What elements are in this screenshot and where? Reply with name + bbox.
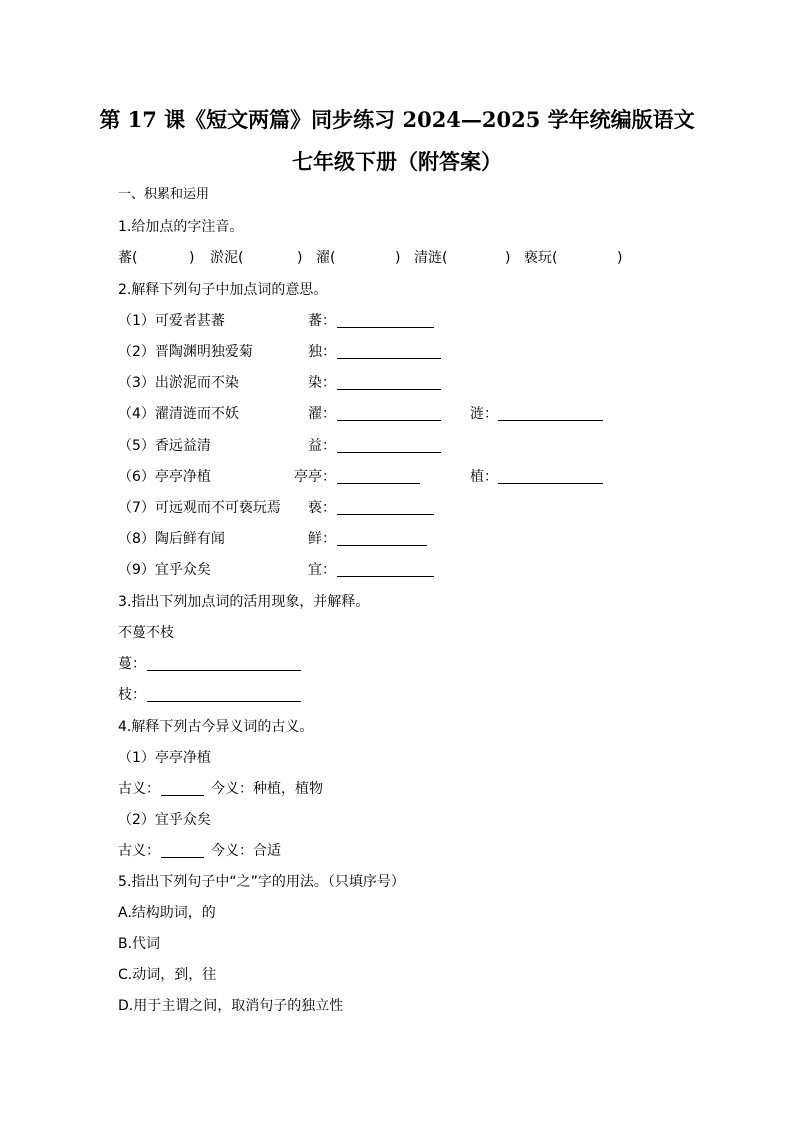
q2-word: 濯： bbox=[308, 406, 336, 422]
q2-sentence: （3）出淤泥而不染 bbox=[118, 375, 239, 391]
document-title-line1: 第 17 课《短文两篇》同步练习 2024—2025 学年统编版语文 bbox=[99, 107, 695, 132]
q1-item-close: ) bbox=[617, 250, 623, 266]
q1-item-close: ) bbox=[189, 250, 195, 266]
q5-option: B.代词 bbox=[118, 936, 161, 952]
q2-sentence: （8）陶后鲜有闻 bbox=[118, 531, 225, 547]
q5-option: C.动词，到，往 bbox=[118, 967, 217, 983]
q2-sentence: （9）宜乎众矣 bbox=[118, 562, 211, 578]
answer-blank[interactable] bbox=[498, 468, 603, 484]
answer-blank[interactable] bbox=[337, 530, 427, 546]
answer-blank[interactable] bbox=[337, 437, 441, 453]
q5-option: D.用于主谓之间，取消句子的独立性 bbox=[118, 998, 344, 1014]
q5-option: A.结构助词，的 bbox=[118, 905, 216, 921]
q2-word: 独： bbox=[308, 344, 336, 360]
q2-word: 亭亭： bbox=[294, 469, 336, 485]
q2-word: 亵： bbox=[308, 500, 336, 516]
q1-item-label: 亵玩( bbox=[524, 250, 558, 266]
answer-blank[interactable] bbox=[161, 842, 204, 858]
answer-blank[interactable] bbox=[337, 561, 434, 577]
q1-item-label: 蕃( bbox=[118, 250, 138, 266]
q4-item: （1）亭亭净植 bbox=[118, 750, 211, 766]
q2-sentence: （4）濯清涟而不妖 bbox=[118, 406, 239, 422]
answer-blank[interactable] bbox=[337, 374, 441, 390]
q2-word: 鲜： bbox=[308, 531, 336, 547]
q4-modern-meaning: 今义：合适 bbox=[211, 843, 281, 859]
q1-item-label: 淤泥( bbox=[210, 250, 244, 266]
answer-blank[interactable] bbox=[337, 405, 441, 421]
question-3-prompt: 3.指出下列加点词的活用现象，并解释。 bbox=[118, 594, 370, 610]
answer-blank[interactable] bbox=[147, 655, 301, 671]
question-2-prompt: 2.解释下列句子中加点词的意思。 bbox=[118, 282, 328, 298]
q3-word: 蔓： bbox=[118, 656, 146, 672]
q3-word: 枝： bbox=[118, 687, 146, 703]
q2-sentence: （5）香远益清 bbox=[118, 438, 211, 454]
q4-ancient-label: 古义： bbox=[118, 843, 160, 859]
section-heading: 一、积累和运用 bbox=[118, 187, 210, 202]
document-title-line2: 七年级下册（附答案） bbox=[292, 149, 502, 174]
q2-sentence: （2）晋陶渊明独爱菊 bbox=[118, 344, 253, 360]
q1-item-close: ) bbox=[395, 250, 401, 266]
q2-word: 蕃： bbox=[308, 313, 336, 329]
q3-phrase: 不蔓不枝 bbox=[118, 625, 174, 641]
answer-blank[interactable] bbox=[498, 405, 603, 421]
q2-sentence: （7）可远观而不可亵玩焉 bbox=[118, 500, 281, 516]
q2-word: 染： bbox=[308, 375, 336, 391]
q2-word: 宜： bbox=[308, 562, 336, 578]
q4-modern-meaning: 今义：种植，植物 bbox=[211, 781, 323, 797]
q1-item-label: 濯( bbox=[316, 250, 336, 266]
q4-ancient-label: 古义： bbox=[118, 781, 160, 797]
answer-blank[interactable] bbox=[337, 343, 441, 359]
q2-word: 益： bbox=[308, 438, 336, 454]
q2-sentence: （6）亭亭净植 bbox=[118, 469, 211, 485]
q1-item-close: ) bbox=[297, 250, 303, 266]
q1-item-close: ) bbox=[505, 250, 511, 266]
q1-item-label: 清涟( bbox=[414, 250, 448, 266]
q2-word: 植： bbox=[470, 469, 498, 485]
answer-blank[interactable] bbox=[337, 312, 434, 328]
answer-blank[interactable] bbox=[337, 499, 434, 515]
question-5-prompt: 5.指出下列句子中“之”字的用法。（只填序号） bbox=[118, 874, 405, 890]
q2-sentence: （1）可爱者甚蕃 bbox=[118, 313, 225, 329]
question-4-prompt: 4.解释下列古今异义词的古义。 bbox=[118, 719, 314, 735]
q2-word: 涟： bbox=[470, 406, 498, 422]
answer-blank[interactable] bbox=[147, 686, 301, 702]
answer-blank[interactable] bbox=[337, 468, 420, 484]
question-1-prompt: 1.给加点的字注音。 bbox=[118, 219, 244, 235]
answer-blank[interactable] bbox=[161, 780, 204, 796]
q4-item: （2）宜乎众矣 bbox=[118, 812, 211, 828]
